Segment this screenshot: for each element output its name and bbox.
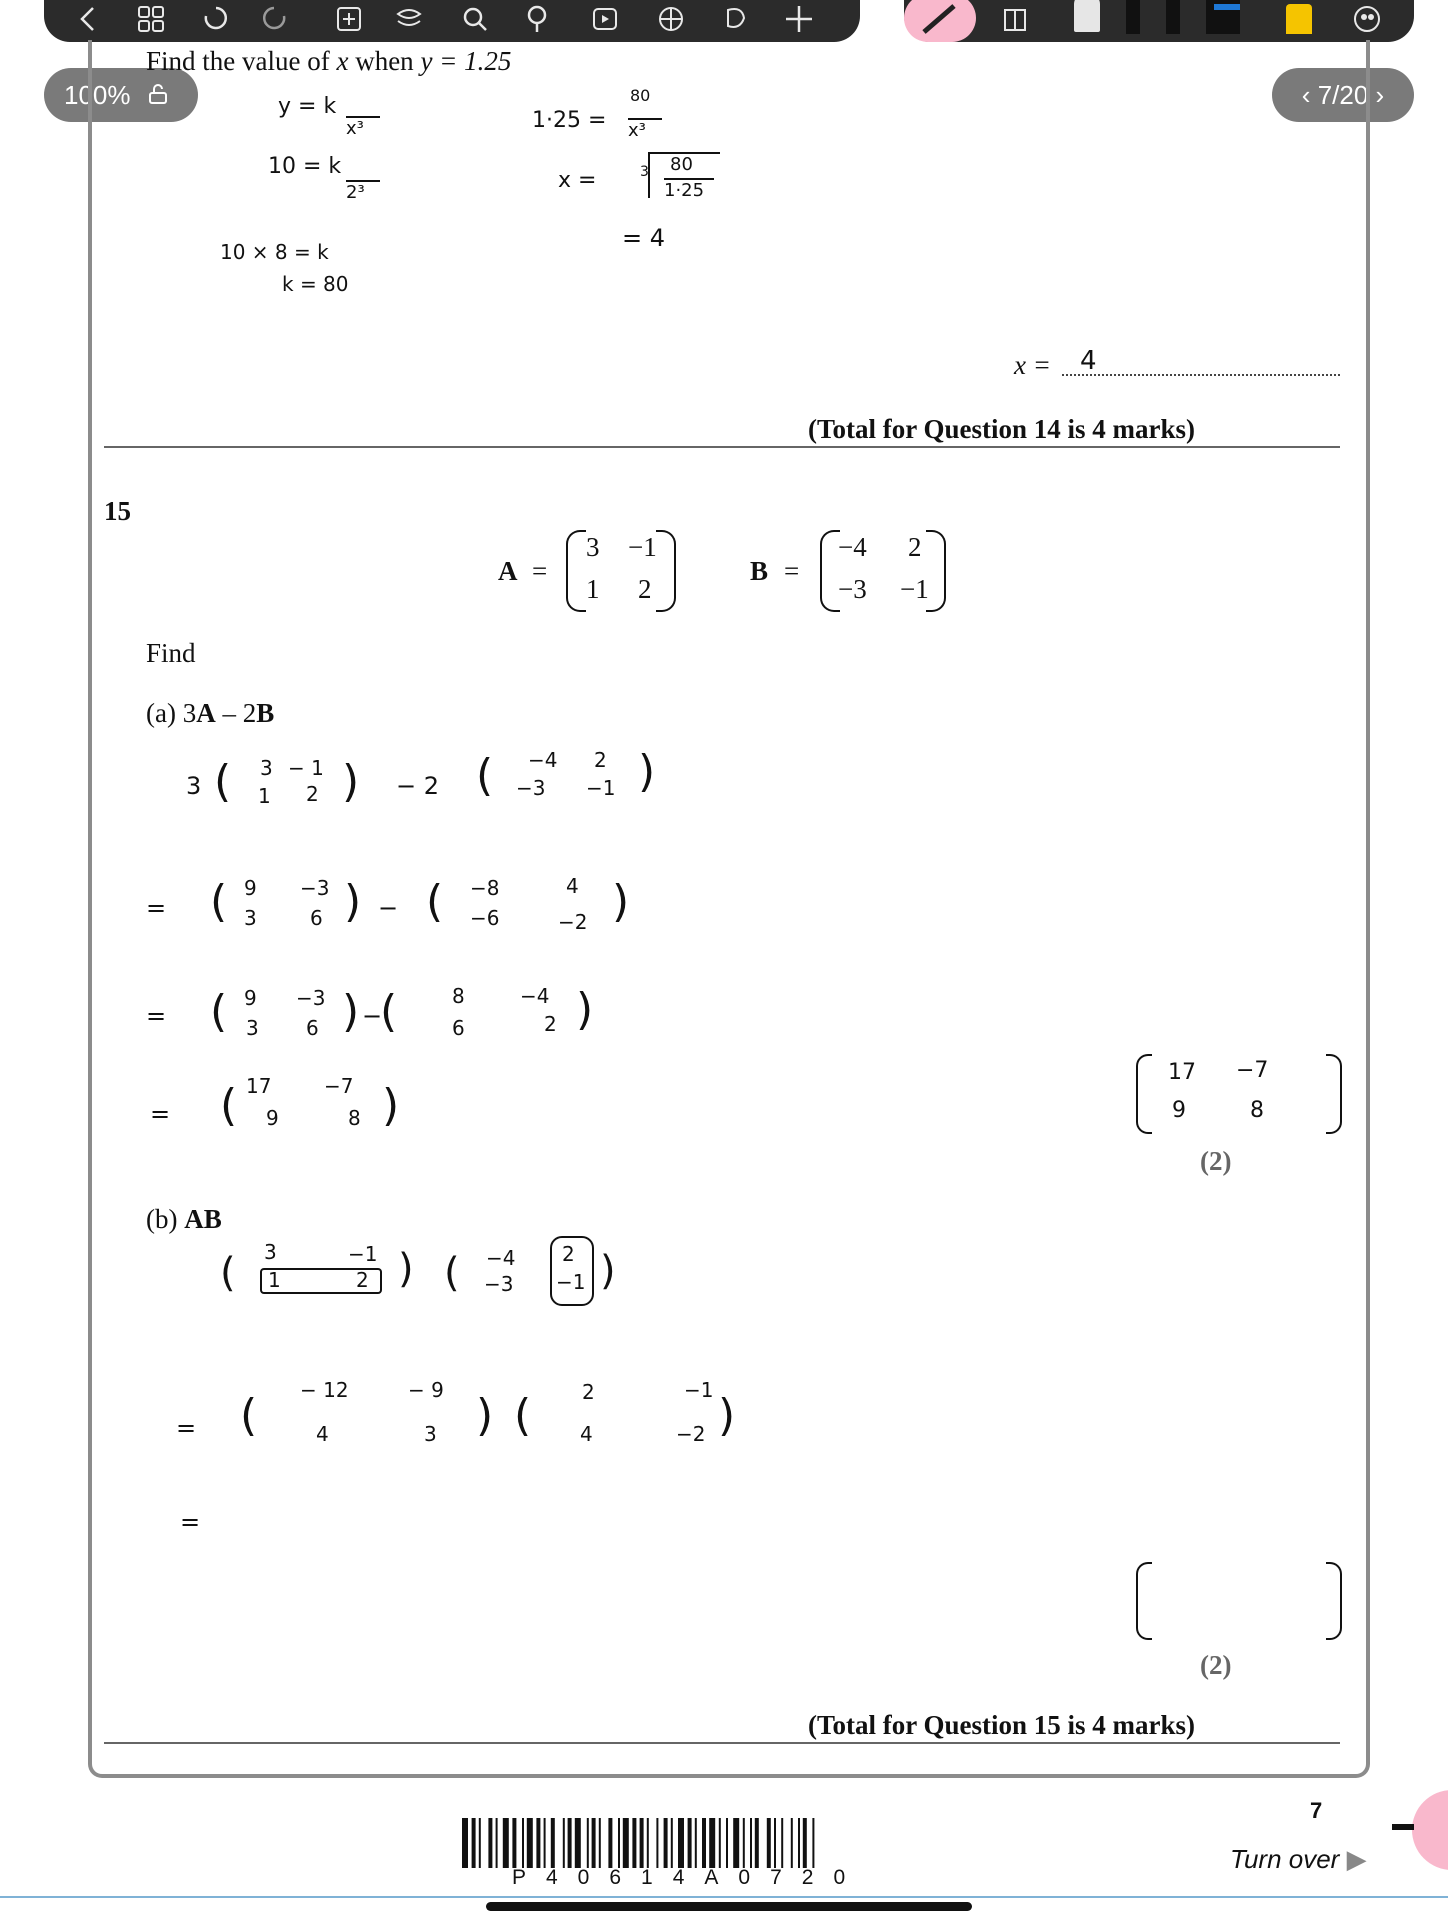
- part-a-work-line2-op: −: [378, 894, 399, 922]
- redo-icon[interactable]: [260, 4, 290, 34]
- pen-toolbar: [904, 0, 1414, 42]
- barcode-bar: [568, 1818, 572, 1868]
- barcode-bar: [688, 1818, 692, 1868]
- barcode-bar: [527, 1818, 533, 1868]
- matrix-b-cell: −1: [900, 574, 929, 604]
- page-indicator-label: 7/20: [1317, 80, 1369, 110]
- part-a-answer-cell: −7: [1236, 1058, 1269, 1083]
- q14-answer-line: [1062, 346, 1340, 376]
- part-b-answer-left-paren: [1136, 1562, 1152, 1640]
- matrix-a-right-paren: [656, 530, 676, 612]
- barcode-bar: [803, 1818, 807, 1868]
- search-icon[interactable]: [460, 4, 490, 34]
- screen-bottom-edge: [0, 1896, 1448, 1898]
- part-a-work-line3-op: −: [362, 1002, 383, 1030]
- barcode: [462, 1818, 992, 1868]
- barcode-bar: [503, 1818, 509, 1868]
- floating-pen-tip: [1392, 1824, 1414, 1830]
- barcode-bar: [587, 1818, 589, 1868]
- next-page-icon[interactable]: ›: [1368, 80, 1385, 110]
- q14-work-r3: = 4: [622, 224, 666, 252]
- barcode-bar: [671, 1818, 673, 1868]
- barcode-bar: [522, 1818, 524, 1868]
- part-b-work-line3-eq: =: [180, 1508, 201, 1536]
- barcode-bar: [608, 1818, 612, 1868]
- barcode-bar: [755, 1818, 759, 1868]
- barcode-digits: P40614A0720: [512, 1866, 866, 1889]
- part-a-answer-right-paren: [1326, 1054, 1342, 1134]
- barcode-bar: [647, 1818, 649, 1868]
- add-icon[interactable]: [784, 4, 814, 34]
- part-a-work-line2-eq: =: [146, 894, 167, 922]
- matrix-b-cell: −4: [838, 532, 867, 562]
- part-a-work-line3-matrix1: ( 9 −3 3 6 ): [210, 986, 360, 1040]
- barcode-bar: [544, 1818, 546, 1868]
- q14-total: (Total for Question 14 is 4 marks): [808, 414, 1196, 444]
- back-icon[interactable]: [74, 4, 104, 34]
- barcode-bar: [791, 1818, 793, 1868]
- pin-icon[interactable]: [522, 4, 552, 34]
- part-a-answer-cell: 9: [1172, 1098, 1186, 1123]
- q15-number: 15: [104, 496, 131, 526]
- barcode-bar: [743, 1818, 745, 1868]
- barcode-bar: [551, 1818, 555, 1868]
- q14-divider: [104, 446, 1340, 448]
- part-a-marks: (2): [1200, 1146, 1232, 1176]
- barcode-bar: [599, 1818, 601, 1868]
- barcode-bar: [640, 1818, 644, 1868]
- globe-icon[interactable]: [656, 4, 686, 34]
- matrix-a-equals: =: [532, 556, 548, 586]
- barcode-bar: [656, 1818, 658, 1868]
- zoom-label: 100%: [64, 80, 131, 110]
- part-a-answer-cell: 8: [1250, 1098, 1264, 1123]
- barcode-bar: [592, 1818, 596, 1868]
- play-arrow-icon: ▶: [1346, 1844, 1367, 1874]
- matrix-b-cell: 2: [908, 532, 922, 562]
- part-a-work-line1-matrix1: ( 3 − 1 1 2 ): [214, 756, 360, 808]
- barcode-bar: [726, 1818, 728, 1868]
- barcode-bar: [623, 1818, 629, 1868]
- home-indicator[interactable]: [486, 1902, 972, 1911]
- part-a-work-line2-matrix1: ( 9 −3 3 6 ): [210, 876, 362, 930]
- barcode-bar: [488, 1818, 492, 1868]
- matrix-b-right-paren: [926, 530, 946, 612]
- barcode-bar: [733, 1818, 739, 1868]
- q14-work-line4: k = 80: [282, 272, 349, 296]
- part-b-answer-matrix[interactable]: [1136, 1562, 1342, 1638]
- matrix-b: [820, 530, 946, 610]
- page-number: 7: [1310, 1798, 1323, 1823]
- barcode-bar: [472, 1818, 476, 1868]
- part-a-work-line1-op: − 2: [396, 772, 440, 800]
- q15-total: (Total for Question 15 is 4 marks): [808, 1710, 1196, 1740]
- barcode-bar: [536, 1818, 540, 1868]
- matrix-a-cell: 1: [586, 574, 600, 604]
- barcode-bar: [750, 1818, 752, 1868]
- part-a-label: (a) 3A – 2B: [146, 698, 275, 728]
- barcode-bar: [781, 1818, 783, 1868]
- pen-blue-tool[interactable]: [1214, 0, 1240, 34]
- notebook-icon[interactable]: [1000, 4, 1030, 34]
- part-b-answer-right-paren: [1326, 1562, 1342, 1640]
- eraser-tool[interactable]: [1074, 0, 1100, 32]
- matrix-b-left-paren: [820, 530, 840, 612]
- part-a-work-line4-matrix: ( 17 −7 9 8 ): [220, 1074, 400, 1131]
- highlighter-tool[interactable]: [904, 0, 976, 42]
- highlighter-yellow-tool[interactable]: [1286, 4, 1312, 34]
- annotation-toolbar: [44, 0, 860, 42]
- matrix-a: [566, 530, 676, 610]
- highlight-box-column: [550, 1236, 594, 1306]
- barcode-bar: [767, 1818, 771, 1868]
- barcode-bar: [812, 1818, 814, 1868]
- matrix-b-label: B: [750, 556, 769, 586]
- part-b-label: (b) AB: [146, 1204, 222, 1234]
- barcode-bar: [575, 1818, 581, 1868]
- part-a-answer-matrix: [1136, 1054, 1342, 1134]
- barcode-bar: [496, 1818, 498, 1868]
- q15-divider: [104, 1742, 1340, 1744]
- q14-answer-value: 4: [1080, 346, 1097, 376]
- floating-highlighter[interactable]: [1412, 1790, 1448, 1870]
- pen-dark-tool[interactable]: [1166, 0, 1180, 34]
- part-a-work-line2-matrix2: ( −8 4 −6 −2 ): [426, 874, 630, 934]
- matrix-a-left-paren: [566, 530, 586, 612]
- shapes-icon[interactable]: [720, 4, 750, 34]
- matrix-b-equals: =: [784, 556, 800, 586]
- part-b-work-line2-matrix1: ( − 12 − 9 4 3 ): [240, 1378, 494, 1446]
- barcode-bar: [719, 1818, 721, 1868]
- layers-icon[interactable]: [394, 4, 424, 34]
- find-label: Find: [146, 638, 196, 668]
- barcode-bar: [774, 1818, 776, 1868]
- part-a-answer-left-paren: [1136, 1054, 1152, 1134]
- part-b-marks: (2): [1200, 1650, 1232, 1680]
- part-a-work-line4-eq: =: [150, 1100, 171, 1128]
- q14-work-r1: 1·25 = 80 x³: [532, 108, 606, 133]
- barcode-bar: [618, 1818, 620, 1868]
- part-b-work-line1-matrix2: ( −4 2 −3 −1 ): [444, 1236, 634, 1316]
- part-b-work-line2-matrix2: ( 2 −1 4 −2 ): [514, 1378, 736, 1446]
- part-a-work-line3-eq: =: [146, 1002, 167, 1030]
- barcode-bar: [512, 1818, 516, 1868]
- part-b-work-line1-matrix1: ( 3 −1 1 2 ): [220, 1240, 414, 1296]
- part-a-work-line1-coef: 3: [186, 772, 202, 800]
- media-icon[interactable]: [590, 4, 620, 34]
- q14-prompt: Find the value of x when y = 1.25: [146, 46, 512, 76]
- grid-view-icon[interactable]: [136, 4, 166, 34]
- barcode-bar: [462, 1818, 468, 1868]
- barcode-bar: [632, 1818, 636, 1868]
- barcode-bar: [479, 1818, 481, 1868]
- barcode-bar: [695, 1818, 697, 1868]
- q14-work-r2: x = 3 80 1·25: [558, 168, 596, 193]
- matrix-b-cell: −3: [838, 574, 867, 604]
- part-b-work-line2-eq: =: [176, 1414, 197, 1442]
- matrix-a-cell: 2: [638, 574, 652, 604]
- turn-over: Turn over ▶: [1230, 1844, 1367, 1874]
- barcode-bar: [678, 1818, 684, 1868]
- barcode-bar: [702, 1818, 706, 1868]
- q14-work-line2: 10 = k 2³: [268, 154, 341, 179]
- undo-icon[interactable]: [200, 4, 230, 34]
- part-a-work-line1-matrix2: ( −4 2 −3 −1 ): [476, 746, 656, 801]
- collaborate-icon[interactable]: [1352, 4, 1382, 34]
- barcode-bar: [563, 1818, 565, 1868]
- pen-black-tool[interactable]: [1126, 0, 1140, 34]
- matrix-a-cell: −1: [628, 532, 657, 562]
- part-a-work-line3-matrix2: ( 8 −4 6 2 ): [380, 984, 594, 1040]
- barcode-bar: [664, 1818, 668, 1868]
- q14-work-line3: 10 × 8 = k: [220, 240, 329, 264]
- part-a-answer-cell: 17: [1168, 1060, 1196, 1085]
- add-page-icon[interactable]: [334, 4, 364, 34]
- barcode-bar: [798, 1818, 800, 1868]
- q14-answer-label: x =: [1014, 350, 1051, 380]
- prev-page-icon[interactable]: ‹: [1301, 80, 1318, 110]
- matrix-a-label: A: [498, 556, 518, 586]
- barcode-bar: [709, 1818, 715, 1868]
- q14-work-line1: y = k x³: [278, 94, 336, 119]
- matrix-a-cell: 3: [586, 532, 600, 562]
